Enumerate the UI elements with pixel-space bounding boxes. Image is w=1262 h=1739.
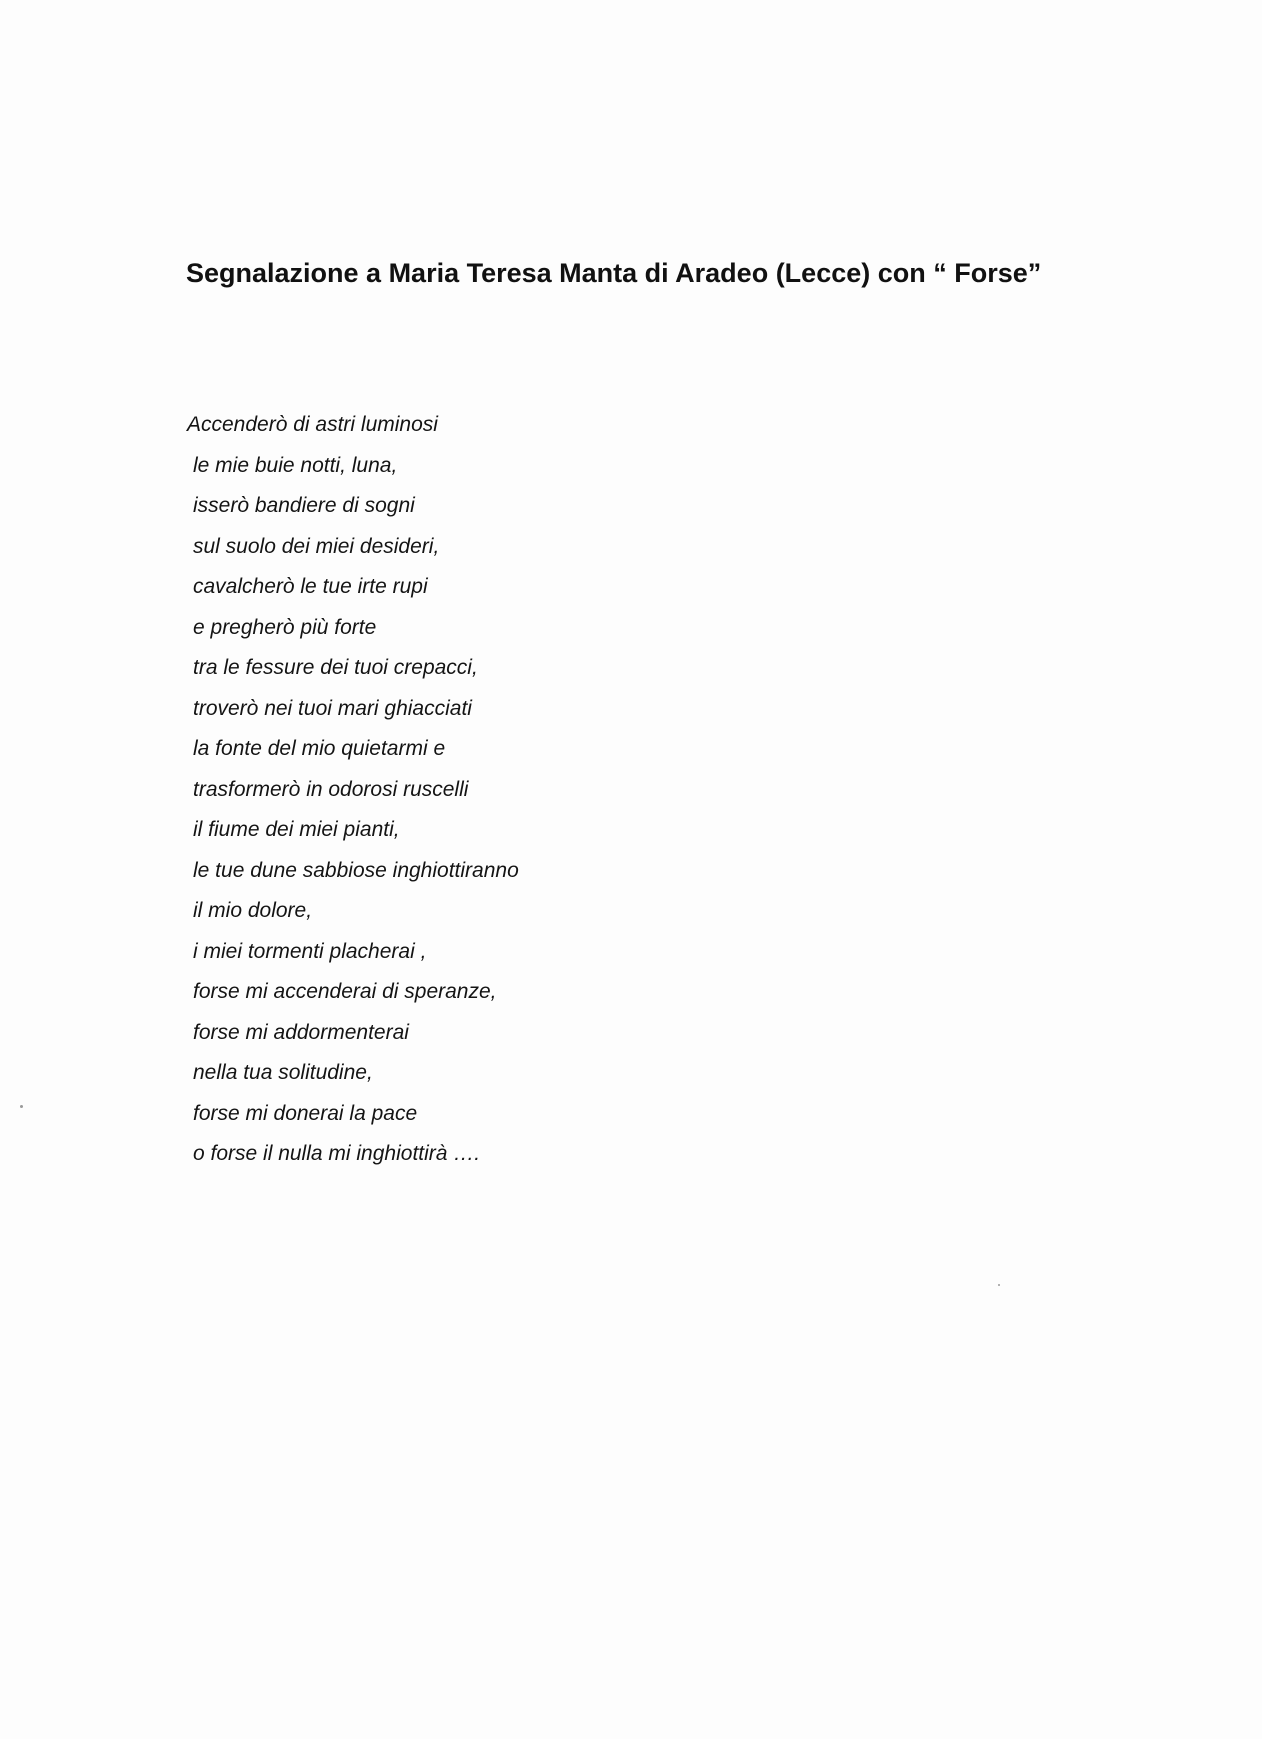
poem-line: sul suolo dei miei desideri, <box>193 534 440 558</box>
poem-line: cavalcherò le tue irte rupi <box>193 575 428 598</box>
poem-line: i miei tormenti placherai , <box>193 939 427 963</box>
poem-line: forse mi donerai la pace <box>193 1101 418 1125</box>
poem-line: tra le fessure dei tuoi crepacci, <box>193 656 478 679</box>
poem-line: forse mi accenderai di speranze, <box>193 980 497 1003</box>
poem-line: trasformerò in odorosi ruscelli <box>193 777 469 801</box>
poem-line: le tue dune sabbiose inghiottiranno <box>193 858 519 882</box>
scan-speck <box>998 1284 1000 1286</box>
poem-line: nella tua solitudine, <box>193 1061 373 1084</box>
poem-line: forse mi addormenterai <box>193 1020 409 1044</box>
poem-line: la fonte del mio quietarmi e <box>193 737 446 760</box>
poem-line: il fiume dei miei pianti, <box>193 818 400 841</box>
poem-line: il mio dolore, <box>193 899 313 922</box>
document-title: Segnalazione a Maria Teresa Manta di Aradeo (Lecce) con “ Forse” <box>186 258 1042 288</box>
poem-line: troverò nei tuoi mari ghiacciati <box>193 696 472 720</box>
poem-line: isserò bandiere di sogni <box>193 494 415 517</box>
poem-line: o forse il nulla mi inghiottirà …. <box>193 1142 481 1165</box>
poem-line: Accenderò di astri luminosi <box>187 413 438 436</box>
poem-line: e pregherò più forte <box>193 615 377 639</box>
poem <box>187 405 519 1175</box>
poem-line: le mie buie notti, luna, <box>193 453 398 477</box>
scan-speck <box>20 1105 23 1108</box>
